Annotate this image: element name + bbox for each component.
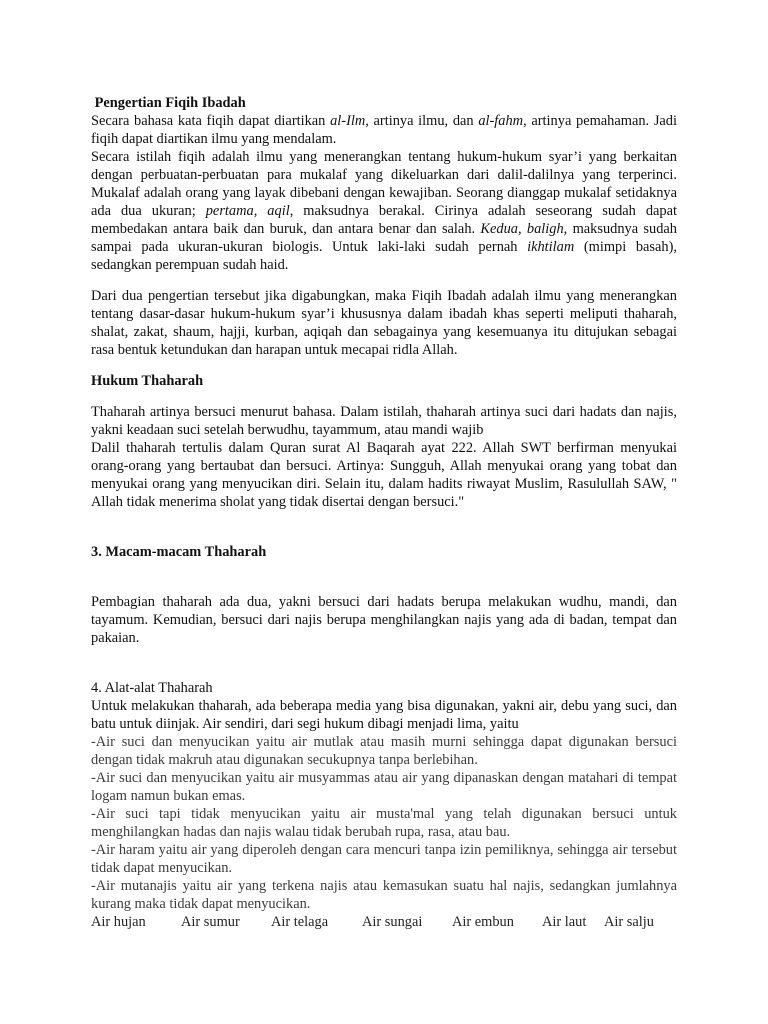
- paragraph-thaharah-meaning: Thaharah artinya bersuci menurut bahasa. Dalam istilah, thaharah artinya suci dari hadats dan najis, yakni keadaan suci setelah berwudhu, tayammum, atau mandi wajib: [91, 404, 677, 438]
- document-page: [91, 94, 677, 931]
- water-source-label: Air salju: [604, 914, 654, 930]
- heading-alat-thaharah: 4. Alat-alat Thaharah: [91, 680, 213, 696]
- heading-hukum-thaharah: Hukum Thaharah: [91, 373, 204, 389]
- water-source-label: Air hujan: [91, 914, 146, 930]
- paragraph-definition-istilah: Secara istilah fiqih adalah ilmu yang menerangkan tentang hukum-hukum syar’i yang berkaitan dengan perbuatan-perbuatan para mukalaf yang dikeluarkan dari dalil-dalilnya yang terperinci. Mukalaf adalah orang yang layak dibebani dengan kewajiban. Seorang dianggap mukalaf setidaknya ada dua ukuran; pertama, aqil, maksudnya berakal. Cirinya adalah seseorang sudah dapat membedakan antara baik dan buruk, dan antara benar dan salah. Kedua, baligh, maksudnya sudah sampai pada ukuran-ukuran biologis. Untuk laki-laki sudah pernah ikhtilam (mimpi basah), sedangkan perempuan sudah haid.: [91, 149, 678, 273]
- water-source-label: Air telaga: [271, 914, 329, 930]
- heading-macam-thaharah: 3. Macam-macam Thaharah: [91, 544, 267, 560]
- water-source-label: Air sumur: [181, 914, 240, 930]
- water-source-label: Air laut: [542, 914, 587, 930]
- water-sources-row: [91, 913, 677, 931]
- list-item-water-type: -Air suci dan menyucikan yaitu air mutlak atau masih murni sehingga dapat digunakan bersuci dengan tidak makruh atau digunakan secukupnya tanpa berlebihan.: [91, 734, 677, 768]
- list-item-water-type: -Air mutanajis yaitu air yang terkena najis atau kemasukan suatu hal najis, sedangkan jumlahnya kurang maka tidak dapat menyucikan.: [91, 878, 677, 912]
- heading-pengertian-fiqih-ibadah: Pengertian Fiqih Ibadah: [94, 95, 246, 111]
- list-item-water-type: -Air haram yaitu air yang diperoleh dengan cara mencuri tanpa izin pemiliknya, sehingga air tersebut tidak dapat menyucikan.: [91, 842, 677, 876]
- list-item-water-type: -Air suci tapi tidak menyucikan yaitu air musta'mal yang telah digunakan bersuci untuk menghilangkan hadas dan najis walau tidak berubah rupa, rasa, atau bau.: [91, 806, 677, 840]
- water-source-label: Air sungai: [362, 914, 423, 930]
- paragraph-media-thaharah: Untuk melakukan thaharah, ada beberapa media yang bisa digunakan, yakni air, debu yang suci, dan batu untuk diinjak. Air sendiri, dari segi hukum dibagi menjadi lima, yaitu: [91, 698, 677, 732]
- paragraph-thaharah-dalil: Dalil thaharah tertulis dalam Quran surat Al Baqarah ayat 222. Allah SWT berfirman menyukai orang-orang yang bertaubat dan bersuci. Artinya: Sungguh, Allah menyukai orang yang tobat dan menyukai orang yang menyucikan diri. Selain itu, dalam hadits riwayat Muslim, Rasulullah SAW, " Allah tidak menerima sholat yang tidak disertai dengan bersuci.": [91, 440, 677, 510]
- paragraph-definition-bahasa: Secara bahasa kata fiqih dapat diartikan al-Ilm, artinya ilmu, dan al-fahm, artinya pemahaman. Jadi fiqih dapat diartikan ilmu yang mendalam.: [91, 113, 678, 147]
- paragraph-fiqih-ibadah-summary: Dari dua pengertian tersebut jika digabungkan, maka Fiqih Ibadah adalah ilmu yang menerangkan tentang dasar-dasar hukum-hukum syar’i khususnya dalam ibadah khas seperti meliputi thaharah, shalat, zakat, shaum, hajji, kurban, aqiqah dan sebagainya yang kesemuanya itu ditujukan sebagai rasa bentuk ketundukan dan harapan untuk mecapai ridla Allah.: [91, 288, 677, 358]
- water-source-label: Air embun: [452, 914, 514, 930]
- list-item-water-type: -Air suci dan menyucikan yaitu air musyammas atau air yang dipanaskan dengan matahari di tempat logam namun bukan emas.: [91, 770, 677, 804]
- paragraph-pembagian-thaharah: Pembagian thaharah ada dua, yakni bersuci dari hadats berupa melakukan wudhu, mandi, dan tayamum. Kemudian, bersuci dari najis berupa menghilangkan najis yang ada di badan, tempat dan pakaian.: [91, 594, 677, 646]
